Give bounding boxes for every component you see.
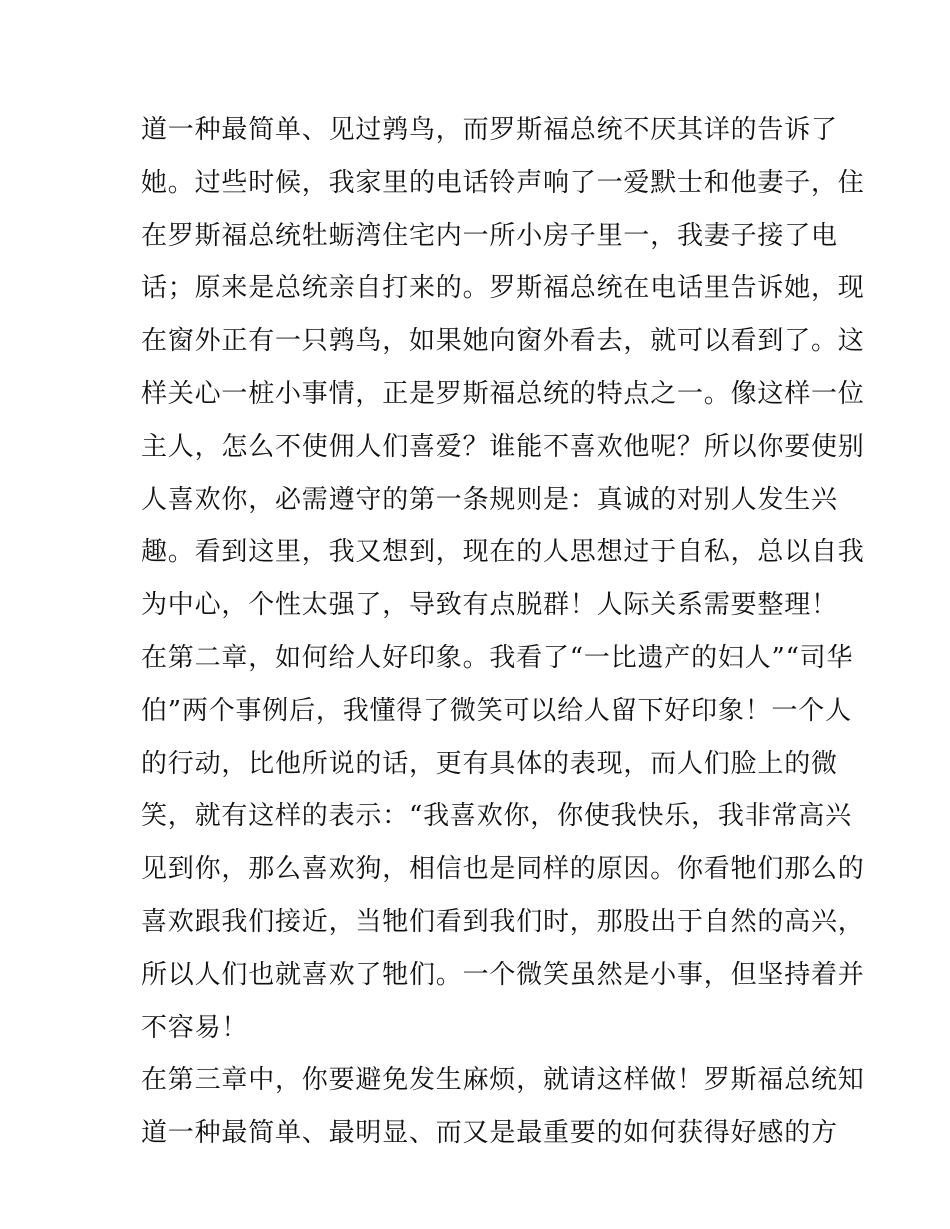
text-line: 在第二章，如何给人好印象。我看了“一比遗产的妇人”“司华 xyxy=(141,642,854,673)
text-line: 在第三章中，你要避免发生麻烦，就请这样做！罗斯福总统知 xyxy=(141,1065,865,1096)
text-line: 所以人们也就喜欢了牠们。一个微笑虽然是小事，但坚持着并 xyxy=(141,959,865,990)
text-line: 喜欢跟我们接近，当牠们看到我们时，那股出于自然的高兴， xyxy=(141,906,865,937)
text-line: 她。过些时候，我家里的电话铃声响了一爱默士和他妻子，住 xyxy=(141,167,865,198)
text-line: 在窗外正有一只鹑鸟，如果她向窗外看去，就可以看到了。这 xyxy=(141,326,865,357)
text-line: 笑，就有这样的表示：“我喜欢你，你使我快乐，我非常高兴 xyxy=(141,801,852,832)
text-line: 的行动，比他所说的话，更有具体的表现，而人们脸上的微 xyxy=(141,748,838,779)
text-line: 道一种最简单、最明显、而又是最重要的如何获得好感的方 xyxy=(141,1118,838,1149)
text-line: 趣。看到这里，我又想到，现在的人思想过于自私，总以自我 xyxy=(141,537,865,568)
text-line: 主人，怎么不使佣人们喜爱？谁能不喜欢他呢？所以你要使别 xyxy=(141,431,865,462)
text-line: 话；原来是总统亲自打来的。罗斯福总统在电话里告诉她，现 xyxy=(141,273,865,304)
body-text xyxy=(141,109,865,1165)
text-line: 样关心一桩小事情，正是罗斯福总统的特点之一。像这样一位 xyxy=(141,378,865,409)
text-line: 不容易！ xyxy=(141,1012,249,1043)
text-line: 见到你，那么喜欢狗，相信也是同样的原因。你看牠们那么的 xyxy=(141,854,865,885)
text-line: 道一种最简单、见过鹑鸟，而罗斯福总统不厌其详的告诉了 xyxy=(141,115,838,145)
text-line: 伯”两个事例后，我懂得了微笑可以给人留下好印象！一个人 xyxy=(141,695,852,726)
text-line: 在罗斯福总统牡蛎湾住宅内一所小房子里一，我妻子接了电 xyxy=(141,220,838,251)
text-line: 人喜欢你，必需遵守的第一条规则是：真诚的对别人发生兴 xyxy=(141,484,838,515)
text-line: 为中心，个性太强了，导致有点脱群！人际关系需要整理！ xyxy=(141,590,838,621)
